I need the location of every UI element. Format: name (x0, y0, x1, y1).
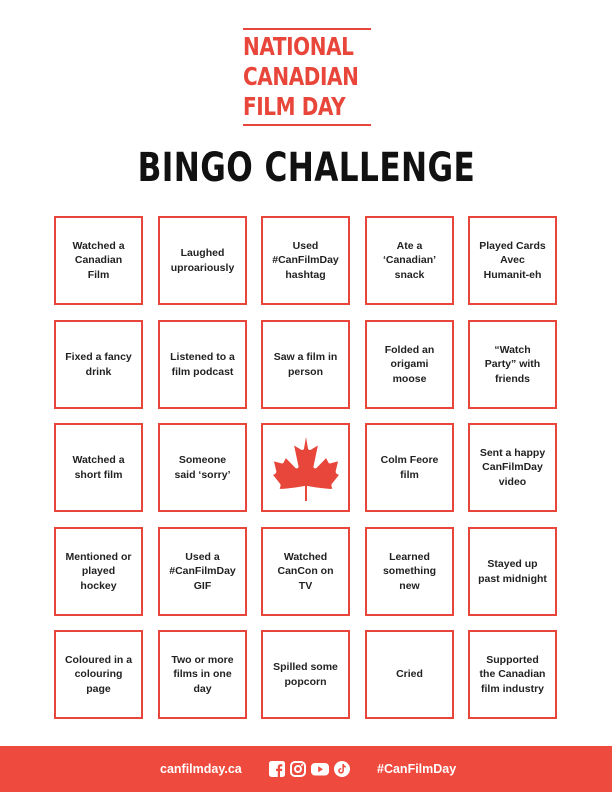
bingo-cell-label: Ate a ‘Canadian’ snack (382, 239, 437, 281)
bingo-cell-label: Watched a short film (72, 454, 125, 481)
instagram-icon[interactable] (290, 761, 306, 777)
bingo-cell-label: Played Cards Avec Humanit-eh (479, 239, 546, 281)
bingo-cell (158, 630, 247, 719)
bingo-cell-label: Two or more films in one day (171, 653, 234, 695)
bingo-cell (261, 216, 350, 305)
bingo-cell-label: Listened to a film podcast (170, 351, 235, 378)
bingo-cell-label: Folded an origami moose (384, 343, 435, 385)
bingo-cell (468, 527, 557, 616)
bingo-cell (54, 216, 143, 305)
bingo-grid (54, 216, 558, 720)
bingo-cell-label: Laughed uproariously (170, 247, 235, 274)
bingo-cell (261, 320, 350, 409)
bingo-cell (158, 423, 247, 512)
bingo-cell-label: Spilled some popcorn (273, 661, 338, 688)
bingo-cell-label: Learned something new (382, 550, 437, 592)
footer-bar (0, 746, 612, 792)
bingo-cell-label: Stayed up past midnight (478, 558, 547, 585)
page-title (0, 145, 612, 191)
bingo-cell-label: Saw a film in person (273, 351, 338, 378)
page-title-text: BINGO CHALLENGE (137, 145, 475, 191)
bingo-cell-label: Cried (396, 668, 423, 681)
bingo-cell (54, 630, 143, 719)
bingo-cell (54, 423, 143, 512)
youtube-icon[interactable] (311, 761, 329, 777)
bingo-cell-label: Supported the Canadian film industry (479, 653, 546, 695)
bingo-cell-label: “Watch Party” with friends (484, 343, 541, 385)
bingo-cell-label: Watched a Canadian Film (72, 239, 125, 281)
maple-leaf-icon (273, 435, 339, 501)
bingo-cell (365, 320, 454, 409)
bingo-cell-label: Watched CanCon on TV (277, 550, 334, 592)
bingo-cell (365, 527, 454, 616)
bingo-cell (468, 630, 557, 719)
bingo-cell (261, 527, 350, 616)
bingo-cell (158, 320, 247, 409)
bingo-cell (468, 423, 557, 512)
bingo-cell-label: Colm Feore film (380, 454, 439, 481)
logo-line-3: FILM DAY (243, 92, 346, 121)
bingo-cell (261, 630, 350, 719)
bingo-cell-label: Coloured in a colouring page (64, 653, 133, 695)
facebook-icon[interactable] (269, 761, 285, 777)
website-link[interactable]: canfilmday.ca (160, 762, 242, 776)
bingo-cell (365, 630, 454, 719)
social-icons (269, 761, 350, 777)
national-canadian-film-day-logo (243, 28, 371, 126)
hashtag-label: #CanFilmDay (377, 762, 457, 776)
bingo-free-space (261, 423, 350, 512)
bingo-cell (365, 216, 454, 305)
bingo-cell (158, 216, 247, 305)
bingo-cell (158, 527, 247, 616)
tiktok-icon[interactable] (334, 761, 350, 777)
bingo-cell-label: Fixed a fancy drink (65, 351, 132, 378)
bingo-cell (365, 423, 454, 512)
logo-line-2: CANADIAN (243, 62, 359, 91)
bingo-cell (468, 320, 557, 409)
bingo-cell (54, 320, 143, 409)
bingo-cell-label: Someone said ‘sorry’ (174, 454, 231, 481)
bingo-cell-label: Sent a happy CanFilmDay video (479, 446, 546, 488)
bingo-cell-label: Used #CanFilmDay hashtag (272, 239, 339, 281)
bingo-cell-label: Mentioned or played hockey (65, 550, 132, 592)
bingo-cell-label: Used a #CanFilmDay GIF (169, 550, 236, 592)
bingo-cell (468, 216, 557, 305)
bingo-cell (54, 527, 143, 616)
logo-line-1: NATIONAL (243, 32, 354, 61)
